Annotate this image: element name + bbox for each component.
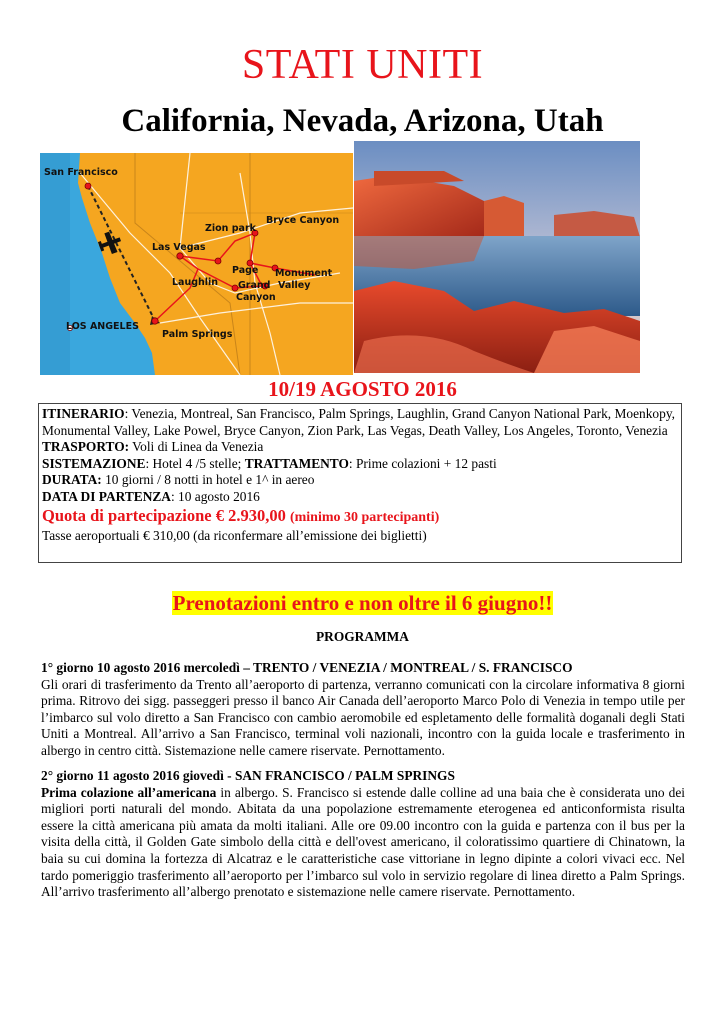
price-row [42, 506, 678, 528]
day-1-text: Gli orari di trasferimento da Trento all’aeroporto di partenza, verranno comunicati con la circolare informativa 8 giorni prima. Ritrovo dei sigg. passeggeri presso il banco Air Canada dell’aeroporto Marco Polo di Venezia in tempo utile per l’imbarco sul volo diretto a San Francisco con cambio aeromobile ed espletamento delle formalità doganali degli Stati Uniti a Montreal. All’arrivo a San Francisco, terminal voli nazionali, incontro con la guida locale e trasferimento in albergo in centro città. Sistemazione nelle camere riservate. Pernottamento. [41, 676, 685, 758]
city-label-laughlin: Laughlin [172, 277, 219, 288]
day-2-text: in albergo. S. Francisco si estende dalle colline ad una baia che è considerata uno dei migliori porti naturali del mondo. Abitata da una popolazione estremamente eterogenea ed anticonformista risulta essere la città americana più amata da molti italiani. Alle ore 09.00 incontro con la guida e partenza con il bus per la visita della città, il Golden Gate simbolo della città e dell'ovest americano, il coloratissimo quartiere di Chinatown, la baia su cui domina la fortezza di Alcatraz e le caratteristiche case vittoriane in legno dipinte a colori vivaci ecc. Nel tardo pomeriggio trasferimento all’aeroporto per l’imbarco sul volo in servizio regolare di linea diretto a Palm Springs. All’arrivo trasferimento all’albergo prenotato e sistemazione nelle camere riservate. Pernottamento. [41, 784, 685, 900]
booking-deadline [0, 590, 725, 616]
price-text: Quota di partecipazione € 2.930,00 [42, 505, 290, 525]
accommodation-row [42, 456, 678, 473]
price-minimum: (minimo 30 partecipanti) [289, 509, 440, 525]
departure-row [42, 489, 678, 506]
day-2-lead: Prima colazione all’americana [41, 784, 217, 800]
day-2-heading: 2° giorno 11 agosto 2016 giovedì - SAN FRANCISCO / PALM SPRINGS [41, 768, 455, 783]
duration-text: 10 giorni / 8 notti in hotel e 1^ in aereo [101, 472, 315, 488]
itinerary-text: : Venezia, Montreal, San Francisco, Palm Springs, Laughlin, Grand Canyon National Park, Moenkopy, Monumental Valley, Lake Powel, Bryce Canyon, Zion Park, Las Vegas, Death Valley, Los Angeles, Toronto, Venezia [42, 406, 676, 438]
city-label-grand-canyon-2: Canyon [236, 292, 276, 303]
city-label-grand-canyon: Grand [238, 280, 271, 291]
travel-dates: 10/19 AGOSTO 2016 [268, 377, 457, 401]
city-label-bryce-canyon: Bryce Canyon [266, 215, 340, 226]
departure-label: DATA DI PARTENZA [42, 488, 171, 504]
accommodation-label: SISTEMAZIONE [42, 455, 146, 471]
city-label-zion-park: Zion park [205, 223, 256, 234]
transport-row [42, 439, 678, 456]
departure-text: : 10 agosto 2016 [170, 488, 260, 504]
city-label-page: Page [232, 265, 259, 276]
sea-shade [40, 153, 70, 375]
lake-powell-illustration [354, 141, 640, 373]
day-1-heading: 1° giorno 10 agosto 2016 mercoledì – TRENTO / VENEZIA / MONTREAL / S. FRANCISCO [41, 660, 573, 675]
page-title: STATI UNITI [241, 42, 484, 88]
landscape-photo [354, 141, 640, 373]
city-label-las-vegas: Las Vegas [152, 242, 206, 253]
itinerary-label: ITINERARIO [42, 406, 125, 421]
route-map [40, 153, 353, 375]
program-title: PROGRAMMA [316, 629, 409, 644]
duration-label: DURATA: [42, 472, 102, 488]
booking-deadline-text: Prenotazioni entro e non oltre il 6 giugno!! [172, 591, 553, 615]
transport-text: Voli di Linea da Venezia [129, 439, 264, 455]
accommodation-text: : Hotel 4 /5 stelle; [145, 455, 245, 471]
state-border [135, 153, 240, 375]
day-1 [41, 660, 685, 760]
board-label: TRATTAMENTO [244, 455, 349, 471]
transport-label: TRASPORTO: [42, 439, 130, 455]
duration-row [42, 472, 678, 489]
trip-info-box [38, 403, 682, 563]
day-2-body [41, 785, 685, 901]
day-2 [41, 768, 685, 901]
board-text: : Prime colazioni + 12 pasti [348, 455, 497, 471]
city-label-los-angeles: LOS ANGELES [66, 321, 139, 332]
taxes-row: Tasse aeroportuali € 310,00 (da riconfermare all’emissione dei biglietti) [42, 527, 427, 543]
city-label-palm-springs: Palm Springs [162, 329, 233, 340]
itinerary-row [42, 406, 678, 439]
page-subtitle: California, Nevada, Arizona, Utah [121, 103, 604, 139]
city-label-san-francisco: San Francisco [44, 167, 118, 178]
route-map-drawing [40, 153, 353, 375]
city-label-monument-valley-2: Valley [278, 280, 311, 291]
city-label-monument-valley: Monument [275, 268, 333, 279]
